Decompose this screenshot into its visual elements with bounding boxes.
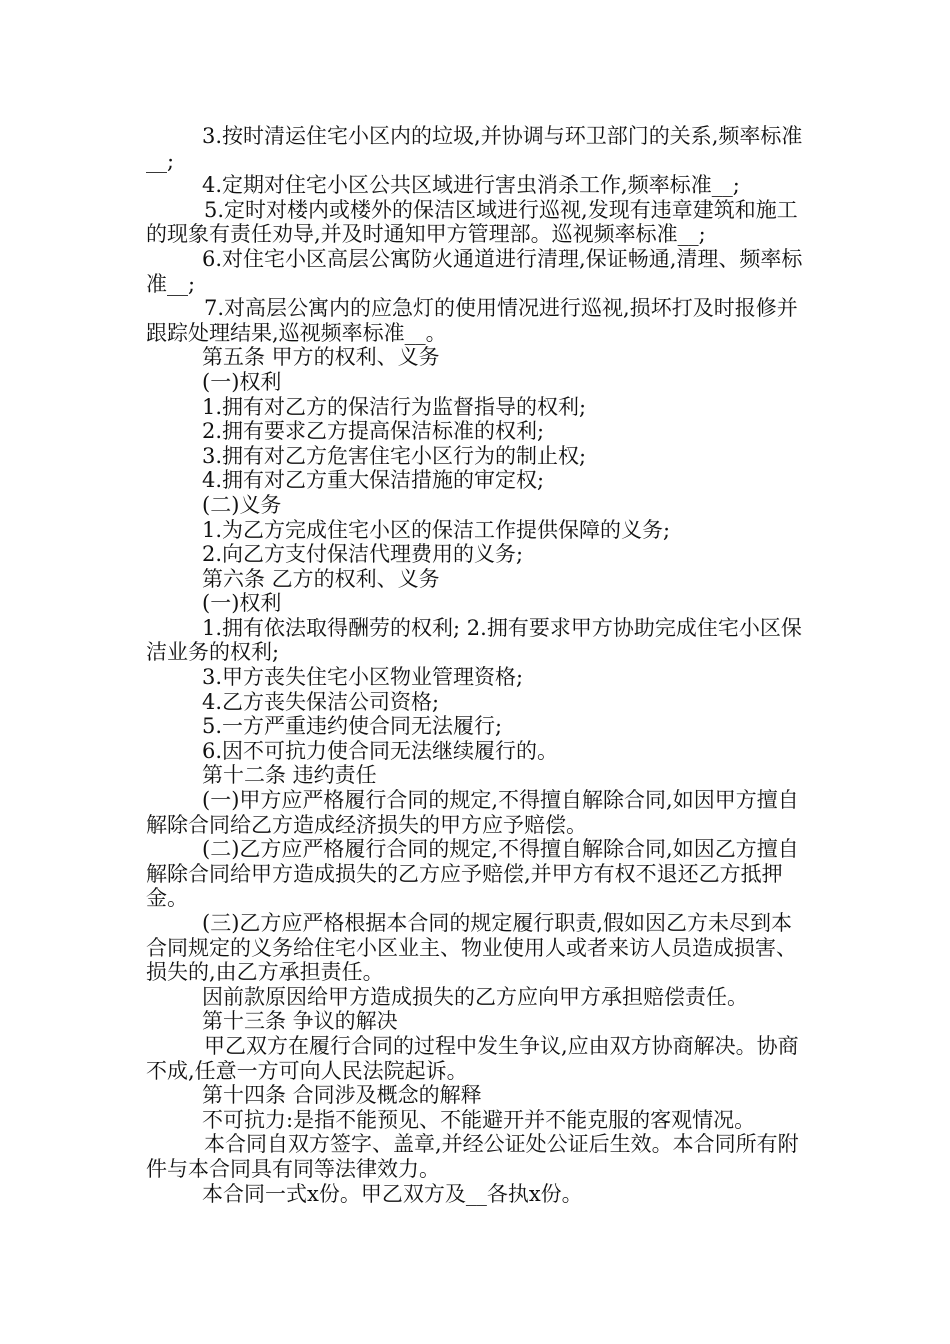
paragraph: 5.定时对楼内或楼外的保洁区域进行巡视,发现有违章建筑和施工的现象有责任劝导,并及时通知甲方管理部。巡视频率标准__; [146,197,798,247]
paragraph: 7.对高层公寓内的应急灯的使用情况进行巡视,损坏打及时报修并跟踪处理结果,巡视频率标准__。 [146,296,798,345]
paragraph: 3.甲方丧失住宅小区物业管理资格; [202,665,524,690]
article-title: 第十三条 争议的解决 [202,1009,398,1034]
paragraph: 2.拥有要求乙方提高保洁标准的权利; [202,419,545,444]
section-title: (一)权利 [202,369,282,394]
paragraph: 甲乙双方在履行合同的过程中发生争议,应由双方协商解决。协商不成,任意一方可向人民法院起诉。 [146,1033,799,1083]
article-title: 第十二条 违约责任 [202,763,377,788]
document-page [146,124,810,1206]
paragraph: (一)甲方应严格履行合同的规定,不得擅自解除合同,如因甲方擅自解除合同给乙方造成经济损失的甲方应予赔偿。 [146,788,799,837]
section-title: (二)义务 [202,492,282,517]
paragraph: 1.拥有依法取得酬劳的权利; 2.拥有要求甲方协助完成住宅小区保洁业务的权利; [146,615,802,665]
paragraph: (二)乙方应严格履行合同的规定,不得擅自解除合同,如因乙方擅自解除合同给甲方造成损失的乙方应予赔偿,并甲方有权不退还乙方抵押金。 [146,837,799,911]
paragraph: 不可抗力:是指不能预见、不能避开并不能克服的客观情况。 [202,1107,756,1132]
paragraph: 6.对住宅小区高层公寓防火通道进行清理,保证畅通,清理、频率标准__; [146,246,803,296]
paragraph: 6.因不可抗力使合同无法继续履行的。 [202,738,559,763]
paragraph: 3.按时清运住宅小区内的垃圾,并协调与环卫部门的关系,频率标准__; [146,124,803,173]
article-title: 第十四条 合同涉及概念的解释 [202,1083,482,1108]
paragraph: 4.拥有对乙方重大保洁措施的审定权; [202,468,545,493]
paragraph: 4.乙方丧失保洁公司资格; [202,689,440,714]
paragraph: 2.向乙方支付保洁代理费用的义务; [202,542,524,567]
paragraph: 4.定期对住宅小区公共区域进行害虫消杀工作,频率标准__; [202,173,740,198]
paragraph: (三)乙方应严格根据本合同的规定履行职责,假如因乙方未尽到本合同规定的义务给住宅小区业主、物业使用人或者来访人员造成损害、损失的,由乙方承担责任。 [146,911,797,985]
paragraph: 本合同一式x份。甲乙双方及__各执x份。 [202,1181,583,1206]
paragraph: 5.一方严重违约使合同无法履行; [202,714,503,739]
article-title: 第六条 乙方的权利、义务 [202,566,440,591]
paragraph: 1.为乙方完成住宅小区的保洁工作提供保障的义务; [202,517,671,542]
section-title: (一)权利 [202,591,282,616]
paragraph: 3.拥有对乙方危害住宅小区行为的制止权; [202,443,587,468]
article-title: 第五条 甲方的权利、义务 [202,345,440,370]
paragraph: 1.拥有对乙方的保洁行为监督指导的权利; [202,394,587,419]
paragraph: 因前款原因给甲方造成损失的乙方应向甲方承担赔偿责任。 [202,984,748,1009]
paragraph: 本合同自双方签字、盖章,并经公证处公证后生效。本合同所有附件与本合同具有同等法律效力。 [146,1132,799,1181]
